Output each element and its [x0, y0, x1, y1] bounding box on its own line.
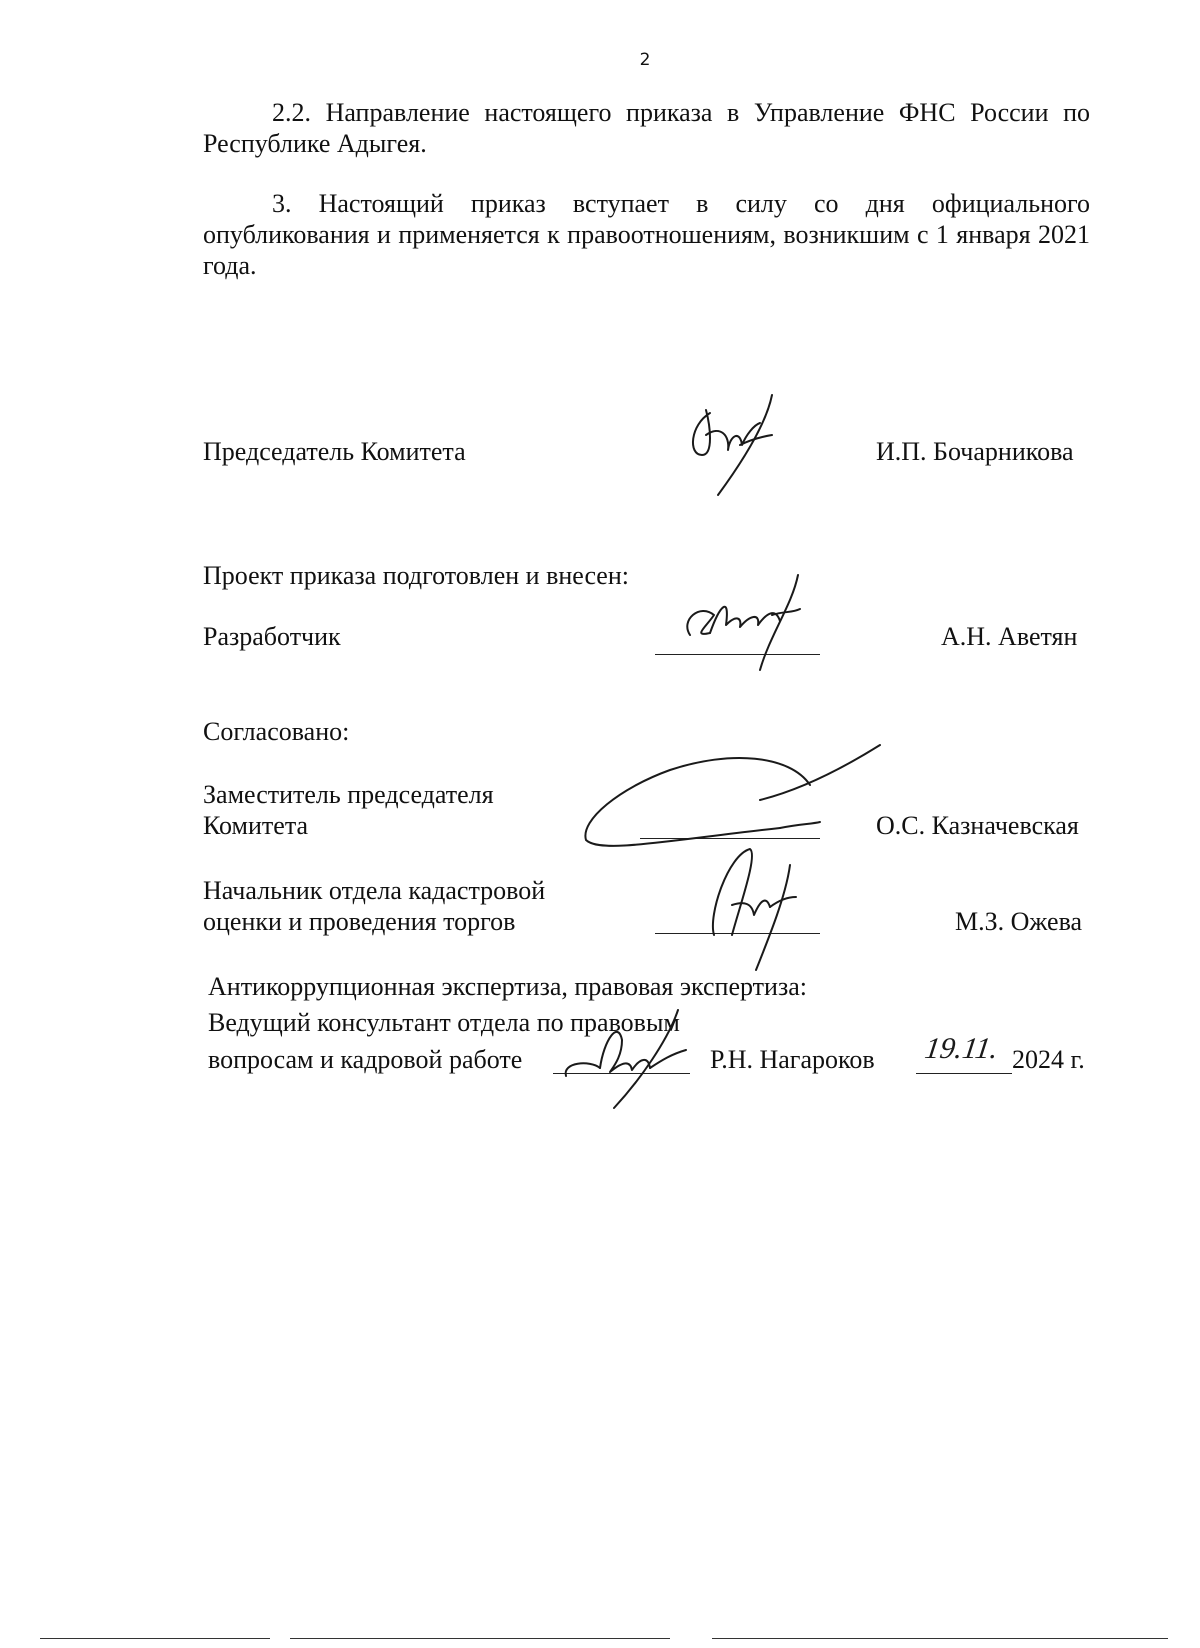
date-line: [916, 1073, 1012, 1074]
head-name: М.З. Ожева: [955, 907, 1083, 936]
paragraph-2-2: 2.2. Направление настоящего приказа в Управление ФНС России по Республике Адыгея.: [203, 98, 1090, 158]
handwritten-date: 19.11.: [922, 1032, 1001, 1065]
developer-signature: [680, 575, 820, 675]
page-number: 2: [639, 50, 651, 70]
deputy-title-line1: Заместитель председателя: [203, 780, 494, 809]
chairman-name: И.П. Бочарникова: [876, 437, 1074, 466]
chairman-signature: [680, 395, 800, 505]
expertise-name: Р.Н. Нагароков: [710, 1045, 875, 1074]
bottom-rule-3: [712, 1638, 1168, 1639]
bottom-rule-2: [290, 1638, 670, 1639]
head-signature: [700, 845, 810, 975]
deputy-signature: [580, 740, 880, 860]
head-title-line2: оценки и проведения торгов: [203, 907, 516, 936]
expertise-heading: Антикоррупционная экспертиза, правовая экспертиза:: [208, 972, 807, 1001]
deputy-title-line2: Комитета: [203, 811, 309, 840]
developer-role: Разработчик: [203, 622, 341, 651]
head-title-line1: Начальник отдела кадастровой: [203, 876, 546, 905]
expertise-signature: [560, 1010, 700, 1110]
expertise-title-line1: Ведущий консультант отдела по правовым: [208, 1008, 680, 1037]
expertise-year: 2024 г.: [1012, 1045, 1085, 1074]
deputy-name: О.С. Казначевская: [876, 811, 1079, 840]
approval-heading: Согласовано:: [203, 717, 350, 746]
bottom-rule-1: [40, 1638, 270, 1639]
developer-name: А.Н. Аветян: [941, 622, 1078, 651]
project-heading: Проект приказа подготовлен и внесен:: [203, 561, 629, 590]
paragraph-3: 3. Настоящий приказ вступает в силу со дня официального опубликования и применяется к правоотношениям, возникшим с 1 января 2021 года.: [203, 189, 1090, 280]
expertise-title-line2: вопросам и кадровой работе: [208, 1045, 523, 1074]
chairman-title: Председатель Комитета: [203, 437, 466, 466]
